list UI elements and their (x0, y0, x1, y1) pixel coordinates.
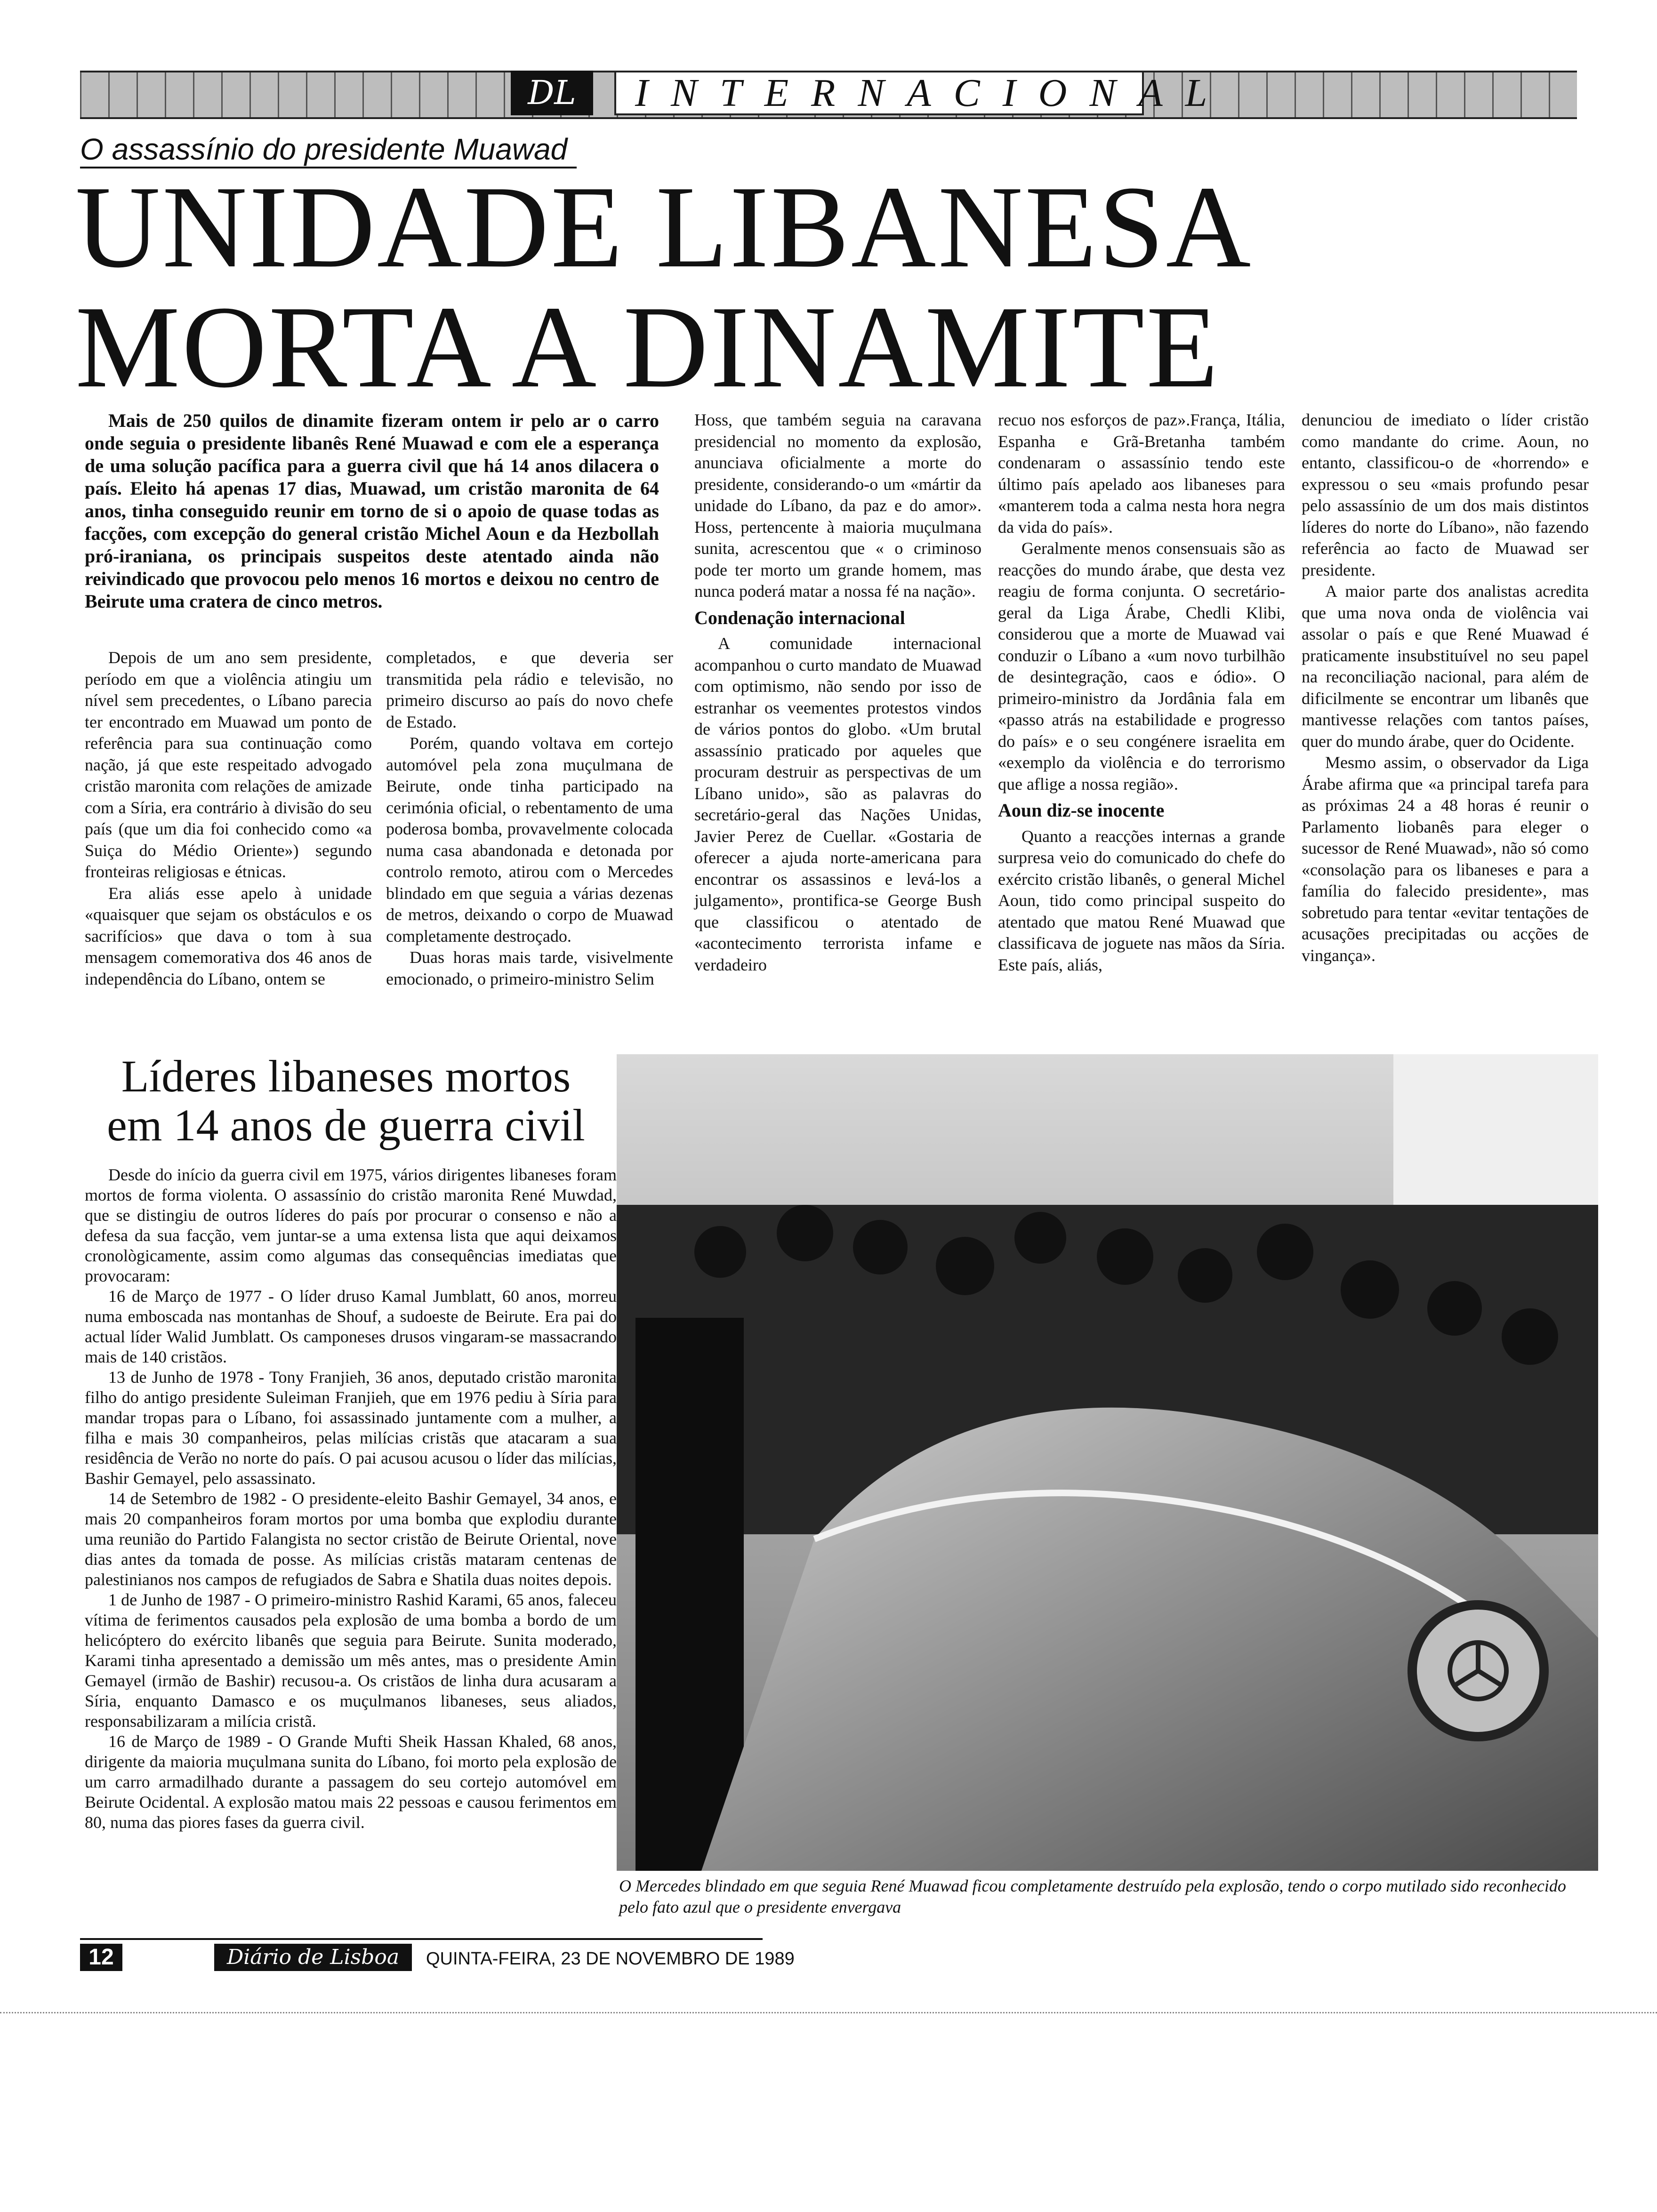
paragraph: Hoss, que também seguia na caravana presidencial no momento da explosão, anunciava oficialmente a morte do presidente, considerando-o um «mártir da unidade do Líbano, da paz e do amor». Hoss, pertencente à maioria muçulmana sunita, acrescentou que « o criminoso pode ter morto um grande homem, mas nunca poderá matar a nossa fé na nação». (694, 410, 981, 601)
dotted-divider (0, 2012, 1657, 2015)
headline-line: UNIDADE LIBANESA (75, 162, 1253, 292)
paragraph: Porém, quando voltava em cortejo automóvel pela zona muçulmana de Beirute, onde tinha participado na cerimónia oficial, o rebentamento de uma poderosa bomba, provavelmente colocada numa casa abandonada e detonada por controlo remoto, atirou com o Mercedes blindado em que seguia a várias dezenas de metros, deixando o corpo de Muawad completamente destroçado. (386, 734, 673, 946)
sidebar-entry (85, 1731, 617, 1833)
sidebar-entry (85, 1590, 617, 1731)
newspaper-logo: DL (511, 71, 593, 115)
sidebar-entry (85, 1489, 617, 1590)
entry-text: O líder druso Kamal Jumblatt, 60 anos, morreu numa emboscada nas montanhas de Shouf, a sudoeste de Beirute. Era pai do actual líder Walid Jumblatt. Os camponeses drusos vingaram-se massacrando mais de 140 cristãos. (85, 1287, 617, 1366)
entry-text: O Grande Mufti Sheik Hassan Khaled, 68 anos, dirigente da maioria muçulmana sunita do Líbano, foi morto pela explosão de um carro armadilhado durante a passagem do seu cortejo automóvel em Beirute Ocidental. A explosão matou mais 22 pessoas e causou ferimentos em 80, numa das piores fases da guerra civil. (85, 1732, 617, 1832)
newspaper-name: Diário de Lisboa (214, 1944, 412, 1971)
paragraph: recuo nos esforços de paz».França, Itália, Espanha e Grã-Bretanha também condenaram o assassínio tendo este último país apelado aos libaneses para «manterem toda a calma nesta hora negra da vida do país». (998, 410, 1285, 537)
paragraph: Mesmo assim, o observador da Liga Árabe afirma que «a principal tarefa para as próximas 24 a 48 horas é reunir o Parlamento liobanês para eleger o sucessor de René Muawad», não só como «consolação para os libaneses e para a família do falecido presidente», mas sobretudo para tentar «evitar tentações de acusações precipitadas ou acções de vingança». (1302, 753, 1589, 965)
article-lead: Mais de 250 quilos de dinamite fizeram ontem ir pelo ar o carro onde seguia o presidente libanês René Muawad e com ele a esperança de uma solução pacífica para a guerra civil que há 14 anos dilacera o país. Eleito há apenas 17 dias, Muawad, um cristão maronita de 64 anos, tinha conseguido reunir em torno de si o apoio de quase todas as facções, com excepção do general cristão Michel Aoun e da Hezbollah pró-iraniana, os principais suspeitos deste atentado ainda não reivindicado que provocou pelo menos 16 mortos e deixou no centro de Beirute uma cratera de cinco metros. (85, 410, 659, 612)
entry-text: Tony Franjieh, 36 anos, deputado cristão maronita filho do antigo presidente Suleiman Franjieh, que em 1976 pediu à Síria para mandar tropas para o Líbano, foi assassinado juntamente com a mulher, a filha e mais 30 companheiros, pelas milícias cristãs que atacaram a sua residência de Verão no norte do país. O pai acusou acusou o líder das milícias, Bashir Gemayel, pelo assassinato. (85, 1368, 617, 1488)
article-column-3 (694, 409, 981, 976)
sidebar-intro: Desde do início da guerra civil em 1975, vários dirigentes libaneses foram mortos de forma violenta. O assassínio do cristão maronita René Muwdad, que se distingiu de outros líderes do país por procurar o consenso e não a defesa da sua facção, vem juntar-se a uma extensa lista que aqui deixamos cronològicamente, assim como algumas das consequências imediatas que provocaram: (85, 1165, 617, 1285)
article-column-2 (386, 647, 673, 990)
sidebar-entry (85, 1286, 617, 1367)
entry-text: O presidente-eleito Bashir Gemayel, 34 anos, e mais 20 companheiros foram mortos por uma bomba que explodiu durante uma reunião do Partido Falangista no sector cristão de Beirute Oriental, nove dias antes da tomada de posse. As milícias cristãs mataram centenas de palestinianos nos campos de refugiados de Sabra e Shatila duas noites depois. (85, 1489, 617, 1589)
headline-line: MORTA A DINAMITE (75, 282, 1220, 412)
footer-rule (80, 1938, 763, 1940)
publication-date: QUINTA-FEIRA, 23 DE NOVEMBRO DE 1989 (426, 1949, 795, 1969)
article-headline (75, 162, 1280, 412)
sidebar-text (85, 1165, 617, 1833)
article-column-1 (85, 647, 372, 990)
sidebar-entry (85, 1367, 617, 1489)
sidebar-headline-line: em 14 anos de guerra civil (107, 1100, 585, 1150)
entry-date: 13 de Junho de 1978 - (108, 1368, 265, 1387)
photo-caption: O Mercedes blindado em que seguia René Muawad ficou completamente destruído pela explosão, tendo o corpo mutilado sido reconhecido pelo fato azul que o presidente envergava (619, 1876, 1566, 1916)
news-photo (617, 1054, 1598, 1871)
paragraph: Quanto a reacções internas a grande surpresa veio do comunicado do chefe do exército cristão libanês, o general Michel Aoun, tido como principal suspeito do atentado que matou René Muawad que classificava de joguete nas mãos da Síria. Este país, aliás, (998, 826, 1285, 974)
paragraph: A comunidade internacional acompanhou o curto mandato de Muawad com optimismo, não sendo por isso de estranhar os veementes protestos vindos de vários pontos do globo. «Um brutal assassínio praticado por aqueles que procuram destruir as perspectivas de um Líbano unido», são as palavras do secretário-geral das Nações Unidas, Javier Perez de Cuellar. «Gostaria de oferecer a ajuda norte-americana para encontrar os assassinos e levá-los a julgamento», prontifica-se George Bush que classificou o atentado de «acontecimento terrorista infame e verdadeiro (694, 634, 981, 974)
entry-date: 1 de Junho de 1987 - (108, 1590, 250, 1609)
entry-date: 14 de Setembro de 1982 - (108, 1489, 287, 1508)
paragraph: Era aliás esse apelo à unidade «quaisquer que sejam os obstáculos e os sacrifícios» que dava o tom à sua mensagem comemorativa dos 46 anos de independência do Líbano, ontem se (85, 883, 372, 988)
paragraph: completados, e que deveria ser transmitida pela rádio e televisão, no primeiro discurso ao país do novo chefe de Estado. (386, 648, 673, 731)
section-title: INTERNACIONAL (614, 71, 1144, 115)
entry-date: 16 de Março de 1989 - (108, 1732, 273, 1751)
entry-text: O primeiro-ministro Rashid Karami, 65 anos, faleceu vítima de ferimentos causados pela explosão de uma bomba a bordo de um helicóptero do exército libanês que seguia para Beirute. Sunita moderado, Karami tinha apresentado a demissão um mês antes, mas o presidente Amin Gemayel (irmão de Bashir) recusou-a. Os cristãos de linha dura acusaram a Síria, enquanto Damasco e os muçulmanos libaneses, seus aliados, responsabilizaram a milícia cristã. (85, 1590, 617, 1731)
photo-illustration (617, 1054, 1598, 1871)
paragraph: denunciou de imediato o líder cristão como mandante do crime. Aoun, no entanto, classificou-o de «horrendo» e expressou o seu «mais profundo pesar pelo assassínio de um dos mais distintos líderes do norte do Líbano», não fazendo referência ao facto de Muawad ser presidente. (1302, 410, 1589, 579)
sidebar-headline (85, 1052, 607, 1150)
article-column-4 (998, 409, 1285, 976)
subheading: Aoun diz-se inocente (998, 800, 1165, 821)
paragraph: Depois de um ano sem presidente, período em que a violência atingiu um nível sem precedentes, o Líbano parecia ter encontrado em Muawad um ponto de referência para sua continuação como nação, já que este respeitado advogado cristão maronita com relações de amizade com a Síria, era contrário à divisão do seu país (que um dia foi conhecido como «a Suiça do Médio Oriente») segundo fronteiras religiosas e étnicas. (85, 648, 372, 881)
entry-date: 16 de Março de 1977 - (108, 1287, 274, 1306)
article-column-5 (1302, 409, 1589, 966)
article-kicker: O assassínio do presidente Muawad (80, 132, 577, 168)
paragraph: A maior parte dos analistas acredita que uma nova onda de violência vai assolar o país e que René Muawad é praticamente insubstituível no seu papel na reconciliação nacional, para além de dificilmente se encontrar um libanês que mantivesse relações com tantos países, quer do mundo árabe, quer do Ocidente. (1302, 582, 1589, 751)
subheading: Condenação internacional (694, 607, 905, 628)
sidebar-headline-line: Líderes libaneses mortos (121, 1051, 571, 1101)
paragraph: Duas horas mais tarde, visivelmente emocionado, o primeiro-ministro Selim (386, 948, 673, 988)
page-number: 12 (80, 1944, 122, 1971)
paragraph: Geralmente menos consensuais são as reacções do mundo árabe, que desta vez reagiu de forma conjunta. O secretário-geral da Liga Árabe, Chedli Klibi, considerou que a morte de Muawad vai conduzir o Líbano a «um novo turbilhão de desintegração, caos e ódio». O primeiro-ministro da Jordânia fala em «passo atrás na estabilidade e progresso do país» e o seu congénere israelita em «exemplo da violência e do terrorismo que aflige a nossa região». (998, 539, 1285, 793)
